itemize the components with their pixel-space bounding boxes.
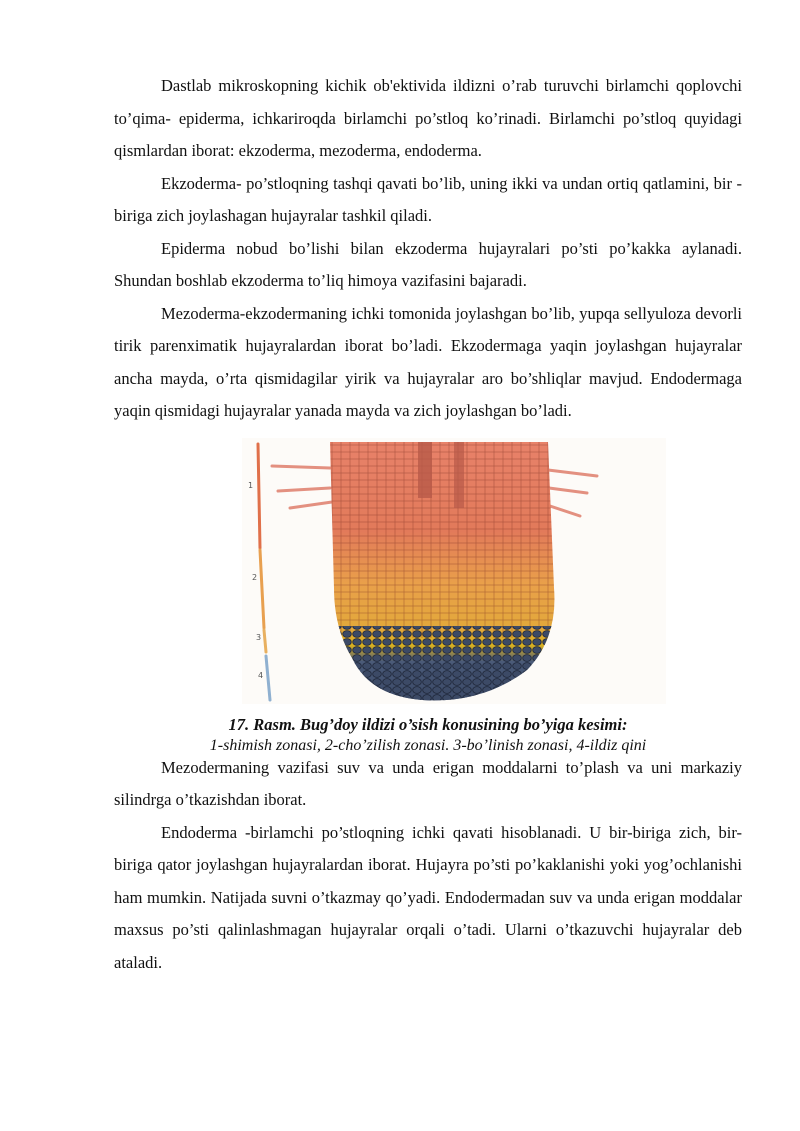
zone-mark-2: 2 xyxy=(252,572,258,582)
paragraph-exoderm: Ekzoderma- po’stloqning tashqi qavati bo’lib, uning ikki va undan ortiq qatlamini, bir - biriga zich joylashagan hujayralar tashkil qiladi. xyxy=(114,173,742,225)
zone-mark-3: 3 xyxy=(256,632,262,642)
page-content xyxy=(114,70,742,979)
zone-mark-4: 4 xyxy=(258,670,264,680)
paragraph-epiderm: Epiderma nobud bo’lishi bilan ekzoderma hujayralari po’sti po’kakka aylanadi. Shundan boshlab ekzoderma to’liq himoya vazifasini bajaradi. xyxy=(114,238,742,290)
paragraph-mesoderm: Mezoderma-ekzodermaning ichki tomonida joylashgan bo’lib, yupqa sellyuloza devorli tirik parenximatik hujayralardan iborat bo’ladi. Ekzodermaga yaqin joylashgan hujayralar ancha mayda, o’rta qismidagilar yirik va hujayralar aro bo’shliqlar mavjud. Endodermaga yaqin qismidagi hujayralar yanada mayda va zich joylashgan bo’ladi. xyxy=(114,303,742,420)
figure-caption-subtitle: 1-shimish zonasi, 2-cho’zilish zonasi. 3-bo’linish zonasi, 4-ildiz qini xyxy=(209,736,647,754)
root-tip-illustration xyxy=(242,438,666,704)
zone-mark-1: 1 xyxy=(248,480,254,490)
paragraph-mesoderm-function: Mezodermaning vazifasi suv va unda erigan moddalarni to’plash va uni markaziy silindrga o’tkazishdan iborat. xyxy=(114,757,742,809)
figure-root-tip xyxy=(114,438,742,708)
paragraph-endoderm: Endoderma -birlamchi po’stloqning ichki qavati hisoblanadi. U bir-biriga zich, bir-biriga qator joylashgan hujayralardan iborat. Hujayra po’sti po’kaklanishi yoki yog’ochlanishi ham mumkin. Natijada suvni o’tkazmay qo’yadi. Endodermadan suv va unda erigan moddalar maxsus po’sti qalinlashmagan hujayralar orqali o’tadi. Ularni o’tkazuvchi hujayralar deb ataladi. xyxy=(114,822,742,972)
figure-caption-title: 17. Rasm. Bug’doy ildizi o’sish konusining bo’yiga kesimi: xyxy=(228,714,628,734)
paragraph-intro: Dastlab mikroskopning kichik ob'ektivida ildizni o’rab turuvchi birlamchi qoplovchi to’qima- epiderma, ichkariroqda birlamchi po’stloq ko’rinadi. Birlamchi po’stloq quyidagi qismlardan iborat: ekzoderma, mezoderma, endoderma. xyxy=(114,76,742,160)
